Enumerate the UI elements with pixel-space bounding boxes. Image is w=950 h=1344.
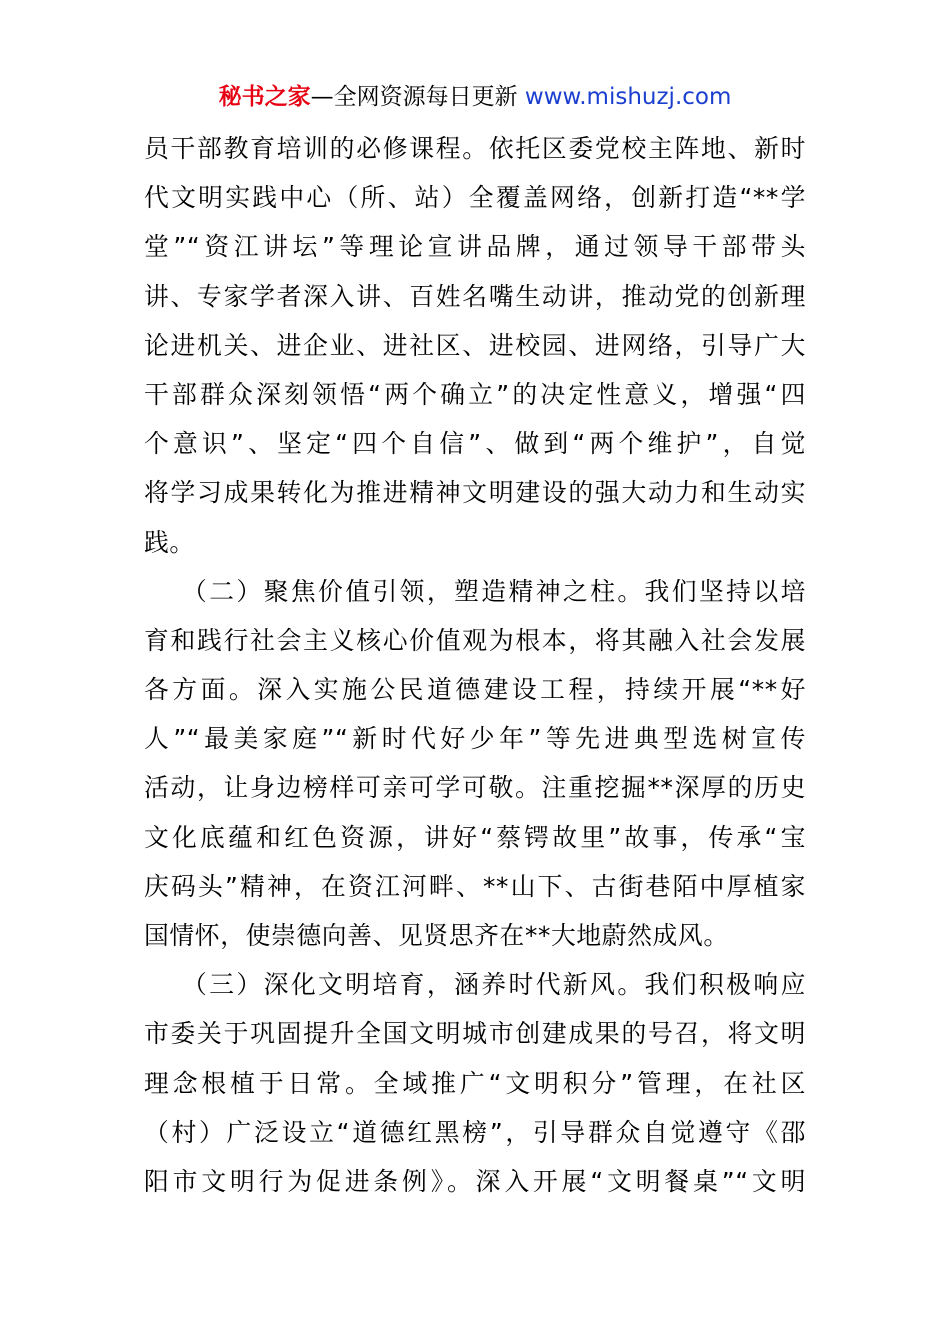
text-line: 人”“最美家庭”“新时代好少年”等先进典型选树宣传 <box>144 724 806 754</box>
paragraph-start-line: （三）深化文明培育，涵养时代新风。我们积极响应 <box>182 970 806 1000</box>
text-line: 代文明实践中心（所、站）全覆盖网络，创新打造“**学 <box>144 183 806 213</box>
text-line: 各方面。深入实施公民道德建设工程，持续开展“**好 <box>144 675 806 705</box>
text-line: 个意识”、坚定“四个自信”、做到“两个维护”，自觉 <box>144 429 806 459</box>
paragraph-start-line: （二）聚焦价值引领，塑造精神之柱。我们坚持以培 <box>182 576 806 606</box>
text-line: 员干部教育培训的必修课程。依托区委党校主阵地、新时 <box>144 134 806 163</box>
text-line: 干部群众深刻领悟“两个确立”的决定性意义，增强“四 <box>144 379 806 409</box>
text-line: 堂”“资江讲坛”等理论宣讲品牌，通过领导干部带头 <box>144 232 806 262</box>
text-line: 将学习成果转化为推进精神文明建设的强大动力和生动实 <box>144 478 806 508</box>
text-line: 活动，让身边榜样可亲可学可敬。注重挖掘**深厚的历史 <box>144 773 806 803</box>
site-tagline: —全网资源每日更新 <box>310 84 525 110</box>
text-line: （村）广泛设立“道德红黑榜”，引导群众自觉遵守《邵 <box>144 1117 806 1147</box>
text-line: 论进机关、进企业、进社区、进校园、进网络，引导广大 <box>144 330 806 360</box>
text-line: 理念根植于日常。全域推广“文明积分”管理，在社区 <box>144 1068 806 1098</box>
text-line: 讲、专家学者深入讲、百姓名嘴生动讲，推动党的创新理 <box>144 281 806 311</box>
site-header <box>0 80 950 114</box>
site-brand: 秘书之家 <box>218 84 311 110</box>
site-url-link[interactable]: www.mishuzj.com <box>524 84 732 110</box>
text-line: 育和践行社会主义核心价值观为根本，将其融入社会发展 <box>144 625 806 655</box>
text-line: 阳市文明行为促进条例》。深入开展“文明餐桌”“文明 <box>144 1166 806 1196</box>
document-body <box>144 124 806 1206</box>
text-line: 文化底蕴和红色资源，讲好“蔡锷故里”故事，传承“宝 <box>144 822 806 852</box>
text-line: 庆码头”精神，在资江河畔、**山下、古街巷陌中厚植家 <box>144 871 806 901</box>
text-line: 市委关于巩固提升全国文明城市创建成果的号召，将文明 <box>144 1019 806 1049</box>
paragraph-end-line: 国情怀，使崇德向善、见贤思齐在**大地蔚然成风。 <box>144 921 729 950</box>
paragraph-end-line: 践。 <box>144 527 195 557</box>
